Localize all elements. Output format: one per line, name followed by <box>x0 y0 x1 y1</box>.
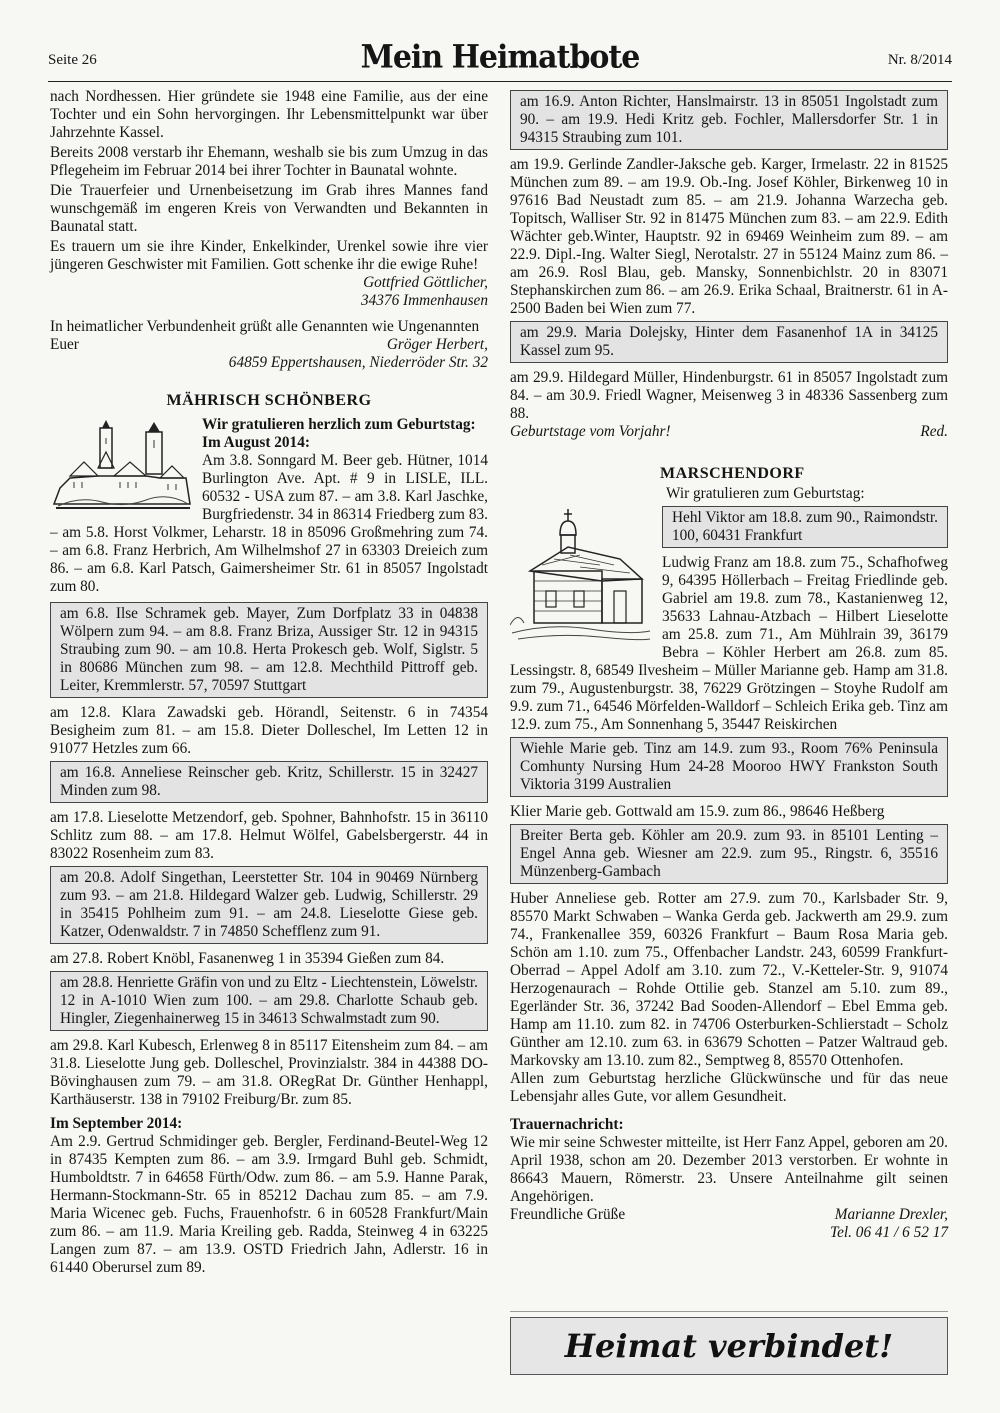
section-title-marschendorf: MARSCHENDORF <box>660 465 805 482</box>
highlight-box <box>50 866 488 944</box>
signature-row <box>50 336 488 354</box>
header-rule <box>48 81 952 82</box>
birthday-entries: Am 2.9. Gertrud Schmidinger geb. Bergler, Ferdinand-Beutel-Weg 12 in 87435 Kempten zum 86. – am 3.9. Irmgard Buhl geb. Schmidt, Humboldtstr. 7 in 64658 Fürth/Odw. zum 86. – am 5.9. Hanne Parak, Hermann-Stockmann-Str. 65 in 85212 Dachau zum 85. – am 7.9. Maria Wicenec geb. Fuchs, Frauenhofstr. 6 in 60528 Frankfurt/Main zum 86. – am 11.9. Maria Kreiling geb. Radda, Steinweg 4 in 63225 Langen zum 87. – am 13.9. OSTD Friedrich Jahn, Adlerstr. 16 in 61440 Oberursel zum 89. <box>50 1133 488 1276</box>
highlight-box <box>510 321 948 363</box>
editor-mark: Red. <box>920 423 948 440</box>
birthday-entries: am 27.8. Robert Knöbl, Fasanenweg 1 in 35394 Gießen zum 84. <box>50 950 445 967</box>
birthday-entries: am 12.8. Klara Zawadski geb. Hörandl, Seitenstr. 6 in 74354 Besigheim zum 81. – am 15.8. Dieter Dolleschel, Im Letten 12 in 91077 Hetzles zum 66. <box>50 704 488 757</box>
birthday-entries: Am 3.8. Sonngard M. Beer geb. Hütner, 1014 Burlington Ave. Apt. # 9 in LISLE, ILL. 60532 - USA zum 87. – am 3.8. Karl Jaschke, Burgfriedenstr. 34 in 86314 Friedberg zum 83. – am 5.8. Horst Volkmer, Leharstr. 18 in 85096 Großmehring zum 74. – am 6.8. Franz Herbrich, Am Wilhelmshof 27 in 63303 Dreieich zum 86. – am 6.8. Karl Patsch, Gaimersheimer Str. 61 in 85057 Ingolstadt zum 80. <box>50 452 488 595</box>
page-header <box>48 40 952 80</box>
greeting-intro: Wir gratulieren zum Geburtstag: <box>666 485 865 502</box>
month-heading-august: Im August 2014: <box>202 434 310 451</box>
left-column <box>50 88 488 1277</box>
signature-name: Gottfried Göttlicher, <box>363 274 488 291</box>
highlight-box <box>510 737 948 797</box>
page-number: Seite 26 <box>48 52 97 68</box>
box-text: am 29.9. Maria Dolejsky, Hinter dem Fasanenhof 1A in 34125 Kassel zum 95. <box>520 324 938 359</box>
signature-row <box>510 1206 948 1224</box>
signature-phone: Tel. 06 41 / 6 52 17 <box>830 1224 948 1241</box>
obituary-text: Wie mir seine Schwester mitteilte, ist Herr Fanz Appel, geboren am 20. April 1938, schon am 20. Dezember 2013 verstorben. Er wohnte in 86643 Mauern, Römerstr. 23. Unsere Anteilnahme gilt seinen Angehörigen. <box>510 1134 948 1205</box>
birthday-entries: am 19.9. Gerlinde Zandler-Jaksche geb. Karger, Irmelastr. 22 in 81525 München zum 89. – am 19.9. Ob.-Ing. Josef Köhler, Birkenweg 10 in 97616 Bad Neustadt zum 85. – am 21.9. Johanna Warzecha geb. Topitsch, Walliser Str. 92 in 81475 München zum 83. – am 22.9. Edith Wächter geb.Winter, Hauptstr. 92 in 69469 Weinheim zum 89. – am 22.9. Dipl.-Ing. Walter Siegl, Nerotalstr. 27 in 55124 Mainz zum 86. – am 26.9. Rosl Blau, geb. Mansky, Sonnenbichlstr. 20 in 83071 Stephanskirchen zum 86. – am 26.9. Erika Schaal, Braitnerstr. 61 in A-2500 Baden bei Wien zum 77. <box>510 156 948 317</box>
box-text: Wiehle Marie geb. Tinz am 14.9. zum 93., Room 76% Peninsula Comhunty Nursing Hum 24-28 Mooroo HWY Frankston South Viktoria 3199 Australien <box>520 740 938 793</box>
box-text: am 16.8. Anneliese Reinscher geb. Kritz, Schillerstr. 15 in 32427 Minden zum 98. <box>60 764 478 799</box>
banner-rule <box>510 1311 948 1312</box>
box-text: am 20.8. Adolf Singethan, Leerstetter Str. 104 in 90469 Nürnberg zum 93. – am 21.8. Hildegard Walzer geb. Ludwig, Schillerstr. 29 in 35415 Pohlheim zum 91. – am 24.8. Lieselotte Giese geb. Katzer, Odenwaldstr. 7 in 74850 Schefflenz zum 91. <box>60 869 478 940</box>
issue-number: Nr. 8/2014 <box>887 52 952 68</box>
euer-text: Euer <box>50 336 79 353</box>
section-title-maehrisch-schoenberg: MÄHRISCH SCHÖNBERG <box>166 392 372 409</box>
box-text: am 28.8. Henriette Gräfin von und zu Eltz - Liechtenstein, Löwelstr. 12 in A-1010 Wien zum 100. – am 29.8. Charlotte Schaub geb. Hingler, Ziegenhainerweg 15 in 34613 Schwalmstadt zum 90. <box>60 974 478 1027</box>
signature-place: 64859 Eppertshausen, Niederröder Str. 32 <box>228 354 488 371</box>
month-heading-september: Im September 2014: <box>50 1115 183 1132</box>
masthead-logo: Mein Heimatbote <box>360 39 640 76</box>
right-column <box>510 88 948 1242</box>
closing-wishes: Allen zum Geburtstag herzliche Glückwünsche und für das neue Lebensjahr alles Gute, vor allem Gesundheit. <box>510 1070 948 1105</box>
signature-place: 34376 Immenhausen <box>360 292 488 309</box>
birthday-entries: am 29.8. Karl Kubesch, Erlenweg 8 in 85117 Eitensheim zum 84. – am 31.8. Lieselotte Jung geb. Dolleschel, Provinzialstr. 384 in 44388 DO-Bövinghausen zum 79. – am 31.8. ORegRat Dr. Günther Henhappl, Karthäuserstr. 138 in 79102 Freiburg/Br. zum 85. <box>50 1037 488 1108</box>
highlight-box <box>50 971 488 1031</box>
birthday-entries: am 29.9. Hildegard Müller, Hindenburgstr. 61 in 85057 Ingolstadt zum 84. – am 30.9. Friedl Wagner, Meisenweg 3 in 48336 Sassenberg zum 88. <box>510 369 948 422</box>
obituary-paragraph: Die Trauerfeier und Urnenbeisetzung im Grab ihres Mannes fand wunschgemäß im engeren Kreis von Verwandten und Bekannten in Baunatal statt. <box>50 182 488 235</box>
highlight-box <box>662 506 948 548</box>
editor-note-row <box>510 423 948 441</box>
obituary-heading: Trauernachricht: <box>510 1116 624 1133</box>
highlight-box <box>510 824 948 884</box>
highlight-box <box>510 90 948 150</box>
box-text: Breiter Berta geb. Köhler am 20.9. zum 93. in 85101 Lenting – Engel Anna geb. Wiesner am 22.9. zum 95., Ringstr. 6, 35516 Münzenberg-Gambach <box>520 827 938 880</box>
obituary-paragraph: Bereits 2008 verstarb ihr Ehemann, weshalb sie bis zum Umzug in das Pflegeheim im Februar 2014 bei ihrer Tochter in Baunatal wohnte. <box>50 144 488 179</box>
signature-name: Marianne Drexler, <box>834 1206 948 1223</box>
box-text: Hehl Viktor am 18.8. zum 90., Raimondstr. 100, 60431 Frankfurt <box>672 509 938 544</box>
box-text: am 6.8. Ilse Schramek geb. Mayer, Zum Dorfplatz 33 in 04838 Wölpern zum 94. – am 8.8. Franz Briza, Aussiger Str. 12 in 94315 Straubing zum 90. – am 10.8. Herta Prokesch geb. Wolf, Siglstr. 5 in 80686 München zum 98. – am 12.8. Mechthild Pittroff geb. Leiter, Kremmlerstr. 57, 70597 Stuttgart <box>60 605 478 694</box>
birthday-entries: Huber Anneliese geb. Rotter am 27.9. zum 70., Karlsbader Str. 9, 85570 Markt Schwaben – Wanka Gerda geb. Jackwerth am 29.9. zum 74., Frankenallee 359, 60326 Frankfurt – Baum Rosa Maria geb. Schön am 1.10. zum 75., Offenbacher Landstr. 243, 60599 Frankfurt-Oberrad – Appel Adolf am 3.10. zum 72., V.-Ketteler-Str. 9, 91074 Herzogenaurach – Rohde Ottilie geb. Stanzel am 5.10. zum 89., Egerländer Str. 36, 37242 Bad Sooden-Allendorf – Ebel Emma geb. Hamp am 11.10. zum 82. in 74706 Osterburken-Schlierstadt – Scholz Günther am 12.10. zum 63. in 63679 Schotten – Patzer Waltraud geb. Markovsky am 13.10. zum 82., Semptweg 8, 85570 Ottenhofen. <box>510 890 948 1069</box>
editor-note: Geburtstage vom Vorjahr! <box>510 423 671 440</box>
signature-name: Gröger Herbert, <box>386 336 488 353</box>
obituary-paragraph: nach Nordhessen. Hier gründete sie 1948 eine Familie, aus der eine Tochter und ein Sohn hervorgingen. Ihr Lebensmittelpunkt war über Jahrzehnte Kassel. <box>50 88 488 141</box>
town-skyline-illustration <box>50 418 192 519</box>
box-text: am 16.9. Anton Richter, Hanslmairstr. 13 in 85051 Ingolstadt zum 90. – am 19.9. Hedi Kritz geb. Fochler, Mallersdorfer Str. 1 in 94315 Straubing zum 101. <box>520 93 938 146</box>
chapel-illustration <box>510 507 652 652</box>
highlight-box <box>50 761 488 803</box>
highlight-box <box>50 602 488 698</box>
birthday-entries: Ludwig Franz am 18.8. zum 75., Schafhofweg 9, 64395 Höllerbach – Freitag Friedlinde geb. Gabriel am 19.8. zum 78., Kastanienweg 12, 35633 Lahnau-Atzbach – Hilbert Lieselotte am 25.8. zum 71., Am Mühlrain 39, 36179 Bebra – Köhler Herbert am 26.8. zum 85. Lessingstr. 8, 68549 Ilvesheim – Müller Marianne geb. Hamp am 31.8. zum 79., Augustenburgstr. 38, 76229 Grötzingen – Stoyhe Rudolf am 9.9. zum 71., 64546 Mörfelden-Walldorf – Schleich Erika geb. Tinz am 12.9. zum 75., Am Sonnenhang 5, 35447 Reiskirchen <box>510 554 948 733</box>
greeting-intro: Wir gratulieren herzlich zum Geburtstag: <box>202 416 476 433</box>
closing-greeting: Freundliche Grüße <box>510 1206 626 1223</box>
obituary-paragraph: Es trauern um sie ihre Kinder, Enkelkinder, Urenkel sowie ihre vier jüngeren Geschwister mit Familien. Gott schenke ihr die ewige Ruhe! <box>50 238 488 273</box>
birthday-entries: am 17.8. Lieselotte Metzendorf, geb. Spohner, Bahnhofstr. 15 in 36110 Schlitz zum 88. – am 17.8. Helmut Wölfel, Gabelsbergerstr. 44 in 83022 Rosenheim zum 83. <box>50 809 488 862</box>
slogan-banner: Heimat verbindet! <box>510 1317 948 1375</box>
greeting-text: In heimatlicher Verbundenheit grüßt alle Genannten wie Ungenannten <box>50 318 480 335</box>
birthday-entries: Klier Marie geb. Gottwald am 15.9. zum 86., 98646 Heßberg <box>510 803 885 820</box>
